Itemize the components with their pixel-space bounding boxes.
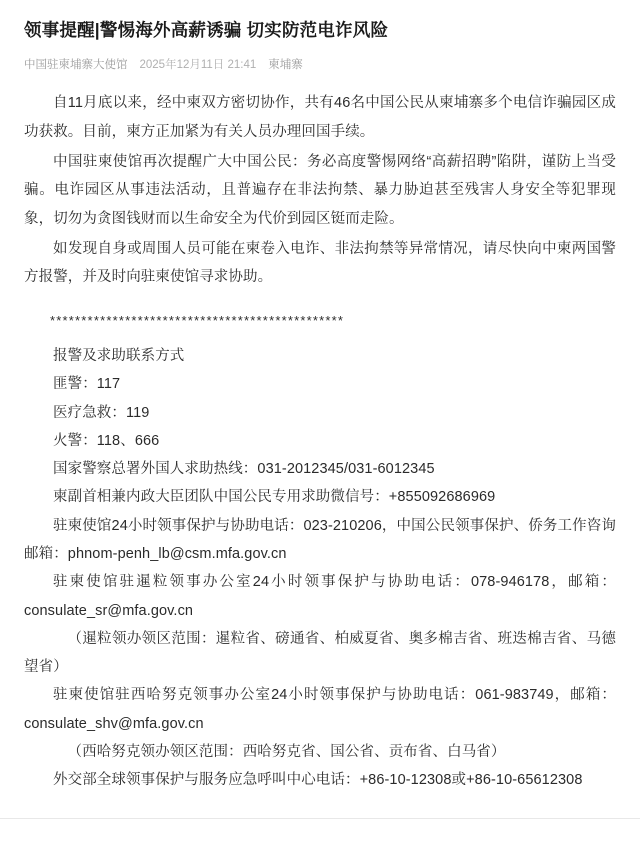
contact-line: 外交部全球领事保护与服务应急呼叫中心电话：+86-10-12308或+86-10-65612308 <box>53 772 583 789</box>
article-paragraph: 中国驻柬使馆再次提醒广大中国公民：务必高度警惕网络“高薪招聘”陷阱，谨防上当受骗。电诈园区从事违法活动，且普遍存在非法拘禁、暴力胁迫甚至残害人身安全等犯罪现象，切勿为贪图钱财而以生命安全为代价到园区铤而走险。 <box>24 154 616 227</box>
section-divider: *********************************************** <box>50 313 345 329</box>
meta-date: 2025年12月11日 21:41 <box>139 59 257 72</box>
contact-line: 柬副首相兼内政大臣团队中国公民专用求助微信号：+855092686969 <box>53 489 496 506</box>
article-meta <box>24 57 616 73</box>
scrollbar-thumb[interactable] <box>636 4 639 304</box>
contact-line: 国家警察总署外国人求助热线：031-2012345/031-6012345 <box>53 461 435 478</box>
article-paragraph: 如发现自身或周围人员可能在柬卷入电诈、非法拘禁等异常情况，请尽快向中柬两国警方报警，并及时向驻柬使馆寻求协助。 <box>24 240 616 286</box>
contact-line: 医疗急救：119 <box>53 404 150 421</box>
contact-line: （西哈努克领办领区范围：西哈努克省、国公省、贡布省、白马省） <box>67 743 506 760</box>
page-scrollbar[interactable] <box>636 0 640 843</box>
contact-line: 匪警：117 <box>53 376 121 393</box>
article-body <box>24 89 616 291</box>
article-paragraph: 自11月底以来，经中柬双方密切协作，共有46名中国公民从柬埔寨多个电信诈骗园区成功获救。目前，柬方正加紧为有关人员办理回国手续。 <box>24 95 616 140</box>
contact-section <box>24 342 616 794</box>
contact-line: （暹粒领办领区范围：暹粒省、磅通省、柏威夏省、奥多棉吉省、班迭棉吉省、马德望省） <box>24 630 616 676</box>
contact-line: 驻柬使馆驻西哈努克领事办公室24小时领事保护与协助电话：061-983749，邮箱：consulate_shv@mfa.gov.cn <box>24 687 616 732</box>
page-title: 领事提醒|警惕海外高薪诱骗 切实防范电诈风险 <box>24 20 389 40</box>
bottom-divider <box>0 818 640 819</box>
contact-line: 驻柬使馆24小时领事保护与协助电话：023-210206，中国公民领事保护、侨务工作咨询邮箱：phnom-penh_lb@csm.mfa.gov.cn <box>24 517 616 562</box>
meta-source: 中国驻柬埔寨大使馆 <box>24 59 128 72</box>
contact-heading: 报警及求助联系方式 <box>53 348 185 365</box>
contact-line: 驻柬使馆驻暹粒领事办公室24小时领事保护与协助电话：078-946178，邮箱：consulate_sr@mfa.gov.cn <box>24 574 616 619</box>
contact-line: 火警：118、666 <box>53 432 160 449</box>
meta-place: 柬埔寨 <box>268 59 303 72</box>
